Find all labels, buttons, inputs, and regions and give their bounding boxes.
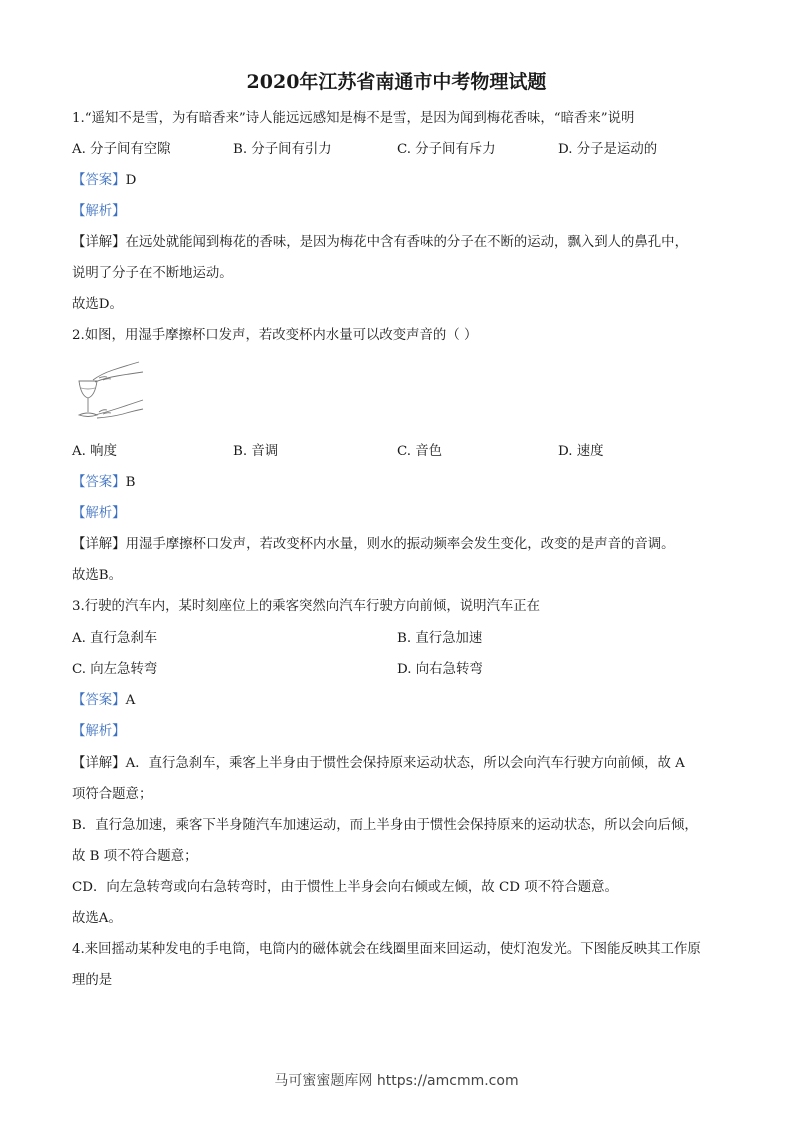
question-3-detail-line-2: 项符合题意； [72,787,153,802]
detail-tag: 【详解】 [72,537,126,552]
question-4-stem-line-2: 理的是 [72,973,113,988]
question-1-option-c: C. 分子间有斥力 [397,142,496,157]
question-2-option-d: D. 速度 [558,444,604,459]
question-2-detail-line-1: 【详解】用湿手摩擦杯口发声，若改变杯内水量，则水的振动频率会发生变化，改变的是声音的音调。 [72,537,675,552]
answer-value: B [125,475,136,490]
question-2-option-a: A. 响度 [72,444,117,459]
question-1-answer [72,172,136,190]
question-4-stem-line-1: 4.来回摇动某种发电的手电筒，电筒内的磁体就会在线圈里面来回运动，使灯泡发光。下图能反映其工作原 [72,942,701,957]
question-1-option-d: D. 分子是运动的 [558,142,658,157]
question-2-option-c: C. 音色 [397,444,443,459]
question-2-answer [72,474,135,492]
question-3-answer [72,692,135,710]
footer-site-link[interactable]: 马可蜜蜜题库网 https://amcmm.com [274,1073,519,1089]
detail-tag: 【详解】 [72,235,126,250]
question-2-analysis-tag: 【解析】 [72,506,126,521]
question-3-detail-line-3: B．直行急加速，乘客下半身随汽车加速运动，而上半身由于惯性会保持原来的运动状态，所以会向后倾， [72,818,698,833]
question-3-analysis-tag: 【解析】 [72,724,126,739]
detail-tag: 【详解】 [72,756,126,771]
question-1-analysis-tag: 【解析】 [72,204,126,219]
question-3-detail-line-5: CD．向左急转弯或向右急转弯时，由于惯性上半身会向右倾或左倾，故 CD 项不符合题意。 [72,880,618,895]
answer-tag: 【答案】 [72,173,126,188]
question-1-detail-line-1: 【详解】在远处就能闻到梅花的香味，是因为梅花中含有香味的分子在不断的运动，飘入到人的鼻孔中， [72,235,688,250]
answer-value: A [125,693,136,708]
wine-glass-illustration [73,360,147,422]
question-3-stem: 3.行驶的汽车内，某时刻座位上的乘客突然向汽车行驶方向前倾，说明汽车正在 [72,599,541,614]
question-1-detail-line-2: 说明了分子在不断地运动。 [72,266,233,281]
question-3-option-d: D. 向右急转弯 [397,662,483,677]
question-3-detail-line-1: 【详解】A．直行急刹车，乘客上半身由于惯性会保持原来运动状态，所以会向汽车行驶方向前倾，故 A [72,756,685,771]
question-1-choice: 故选D。 [72,297,123,312]
answer-tag: 【答案】 [72,475,126,490]
answer-tag: 【答案】 [72,693,126,708]
question-2-option-b: B. 音调 [233,444,279,459]
question-1-stem: 1.“遥知不是雪，为有暗香来”诗人能远远感知是梅不是雪，是因为闻到梅花香味，“暗香来”说明 [72,111,635,126]
question-2-choice: 故选B。 [72,568,123,583]
question-3-detail-line-4: 故 B 项不符合题意； [72,849,198,864]
answer-value: D [125,173,137,188]
question-2-stem: 2.如图，用湿手摩擦杯口发声，若改变杯内水量可以改变声音的（ ） [72,328,478,343]
question-3-option-a: A. 直行急刹车 [72,631,158,646]
question-3-option-b: B. 直行急加速 [397,631,483,646]
question-3-option-c: C. 向左急转弯 [72,662,158,677]
page-title: 2020年江苏省南通市中考物理试题 [246,71,547,93]
question-1-option-a: A. 分子间有空隙 [72,142,171,157]
question-3-choice: 故选A。 [72,911,122,926]
question-1-option-b: B. 分子间有引力 [233,142,332,157]
